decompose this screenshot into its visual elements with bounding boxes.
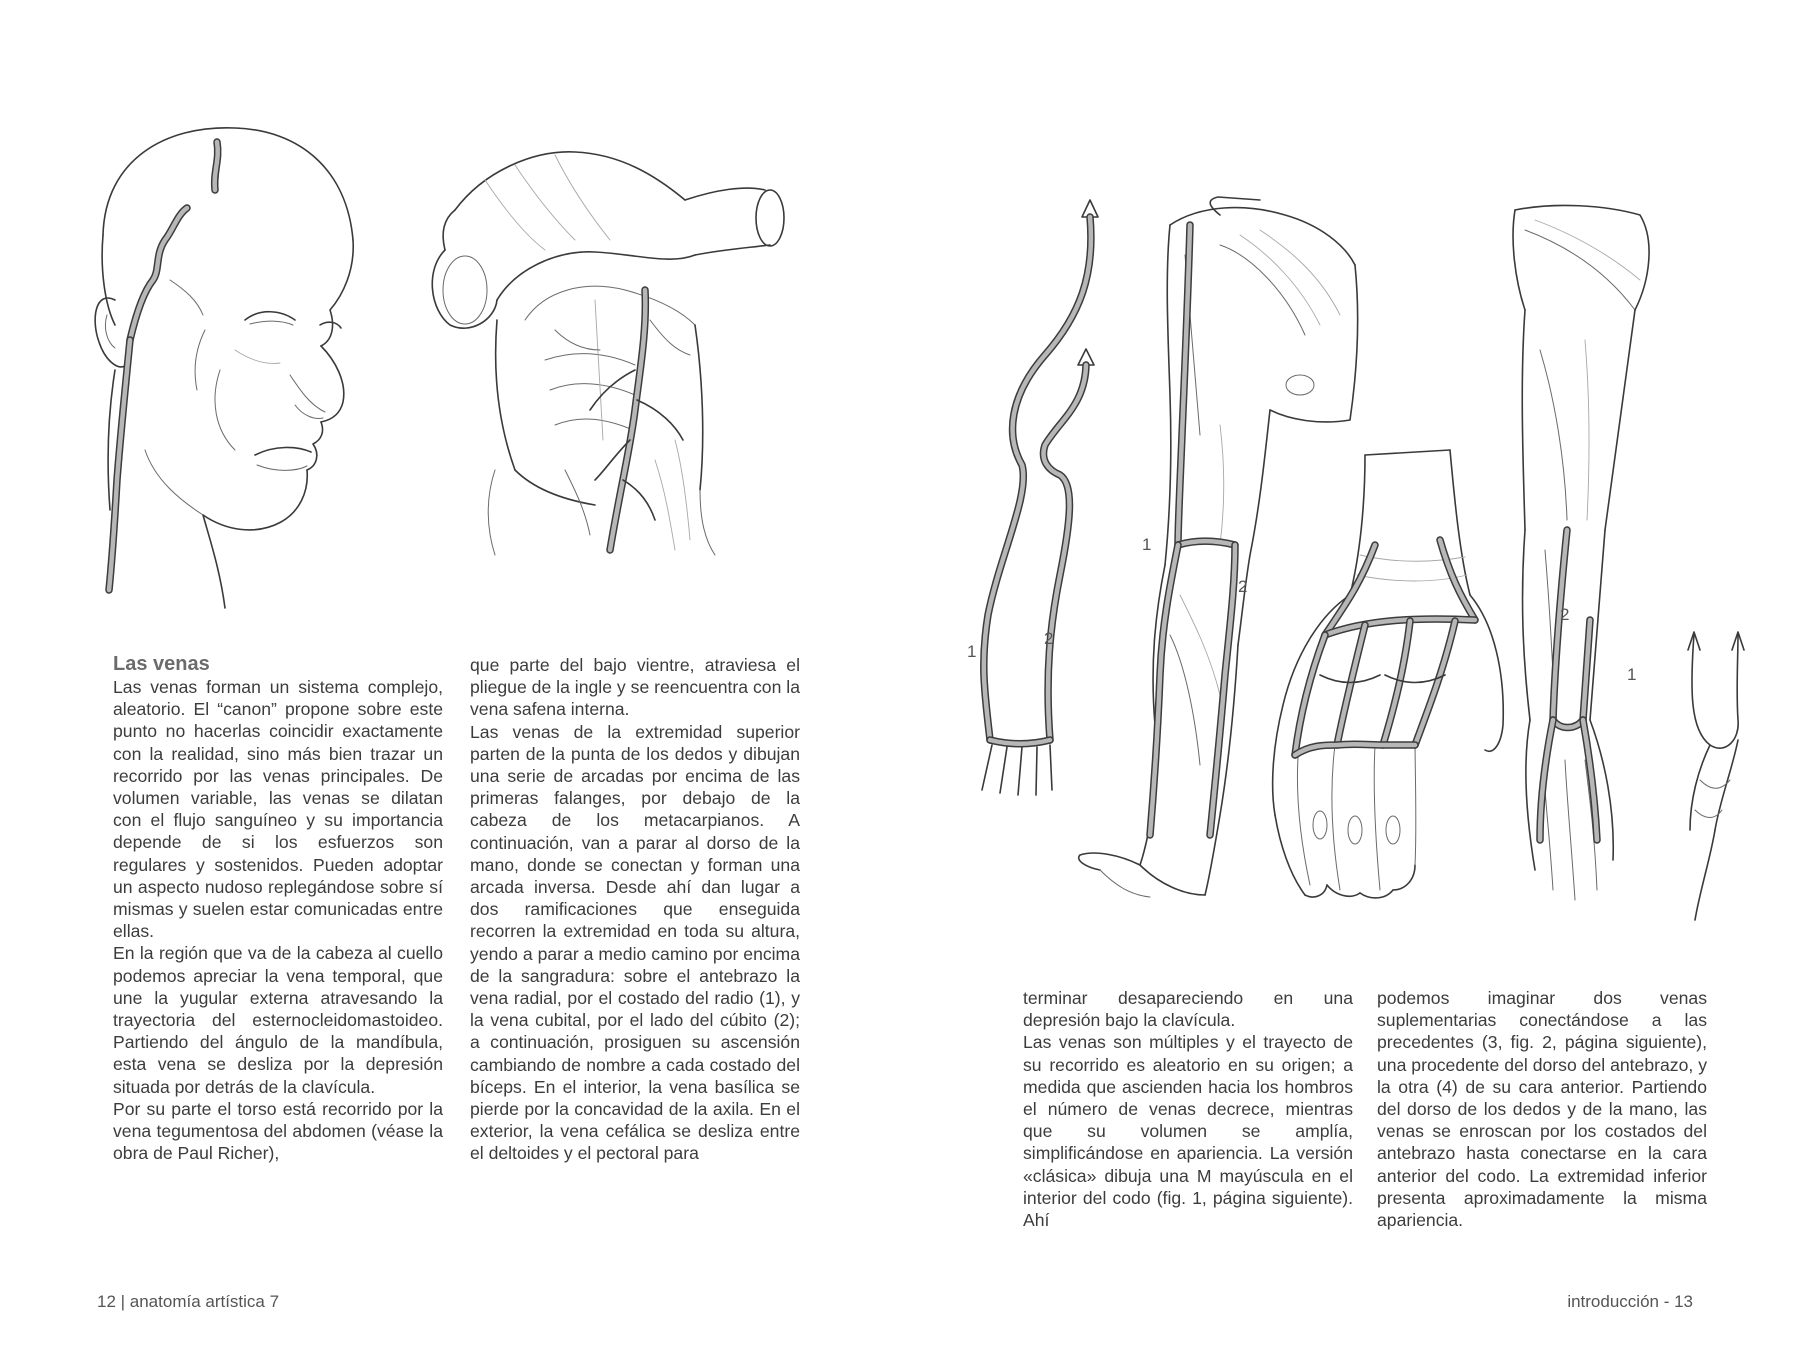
paragraph: Por su parte el torso está recorrido por la vena tegumentosa del abdomen (véase la obra de Paul Richer),: [113, 1098, 443, 1164]
section-heading: Las venas: [113, 653, 210, 675]
paragraph: Las venas son múltiples y el trayecto de su recorrido es aleatorio en su origen; a medida que ascienden hacia los hombros el número de venas decrece, mientras que su volumen se amplía, simplificándose en apariencia. La versión «clásica» dibuja una M mayúscula en el interior del codo (fig. 1, página siguiente). Ahí: [1023, 1032, 1353, 1231]
arm-back-veins-illustration: [1495, 200, 1675, 915]
left-column-2: [470, 654, 800, 1165]
head-veins-illustration: [85, 120, 385, 610]
diagram-label-2: 2: [1044, 629, 1054, 648]
paragraph: terminar desapareciendo en una depresión bajo la clavícula.: [1023, 988, 1353, 1031]
paragraph: Las venas de la extremidad superior parten de la punta de los dedos y dibujan una serie de arcadas por encima de las primeras falanges, por debajo de la cabeza de los metacarpianos. A continuación, van a parar al dorso de la mano, donde se conectan y forman una arcada inversa. Desde ahí dan lugar a dos ramificaciones que enseguida recorren la extremidad en toda su altura, yendo a parar a medio camino por encima de la sangradura: sobre el antebrazo la vena radial, por el costado del radio (1), y la vena cubital, por el lado del cúbito (2); a continuación, prosiguen su ascensión cambiando de nombre a cada costado del bíceps. En el interior, la vena basílica se pierde por la concavidad de la axila. En el exterior, la vena cefálica se desliza entre el deltoides y el pectoral para: [470, 721, 800, 1164]
hand-dorsal-veins-illustration: [1265, 445, 1510, 905]
page-number-left: 12 | anatomía artística 7: [97, 1292, 280, 1311]
right-column-1: [1023, 987, 1353, 1231]
vein-hook-sketch: [1670, 630, 1760, 930]
diagram-label-1: 1: [967, 642, 977, 661]
torso-veins-illustration: [425, 140, 815, 560]
paragraph: Las venas forman un sistema complejo, aleatorio. El “canon” propone sobre este punto no hacerlas coincidir exactamente con la realidad, sino más bien trazar un recorrido por las venas principales. De volumen variable, las venas se dilatan con el flujo sanguíneo y su importancia depende de si los esfuerzos son regulares y sostenidos. Pueden adoptar un aspecto nudoso replegándose sobre sí mismas y suelen estar comunicadas entre ellas.: [113, 677, 443, 942]
right-column-2: [1377, 987, 1707, 1231]
back-arm-label-1: 1: [1627, 665, 1637, 684]
left-column-1: [113, 652, 443, 1164]
page-number-right: introducción - 13: [1567, 1292, 1693, 1311]
back-arm-label-2: 2: [1560, 605, 1570, 624]
paragraph: que parte del bajo vientre, atraviesa el pliegue de la ingle y se reencuentra con la vena safena interna.: [470, 655, 800, 720]
paragraph: podemos imaginar dos venas suplementarias conectándose a las precedentes (3, fig. 2, página siguiente), una procedente del dorso del antebrazo, y la otra (4) de su cara anterior. Partiendo del dorso de los dedos y de la mano, las venas se enroscan por los costados del antebrazo hasta conectarse en la cara anterior del codo. La extremidad inferior presenta aproximadamente la misma apariencia.: [1377, 988, 1707, 1231]
arm-label-1: 1: [1142, 535, 1152, 554]
paragraph: En la región que va de la cabeza al cuello podemos apreciar la vena temporal, que une la yugular externa atravesando la trayectoria del esternocleidomastoideo. Partiendo del ángulo de la mandíbula, esta vena se desliza por la depresión situada por detrás de la clavícula.: [113, 943, 443, 1097]
arm-label-2: 2: [1238, 577, 1248, 596]
